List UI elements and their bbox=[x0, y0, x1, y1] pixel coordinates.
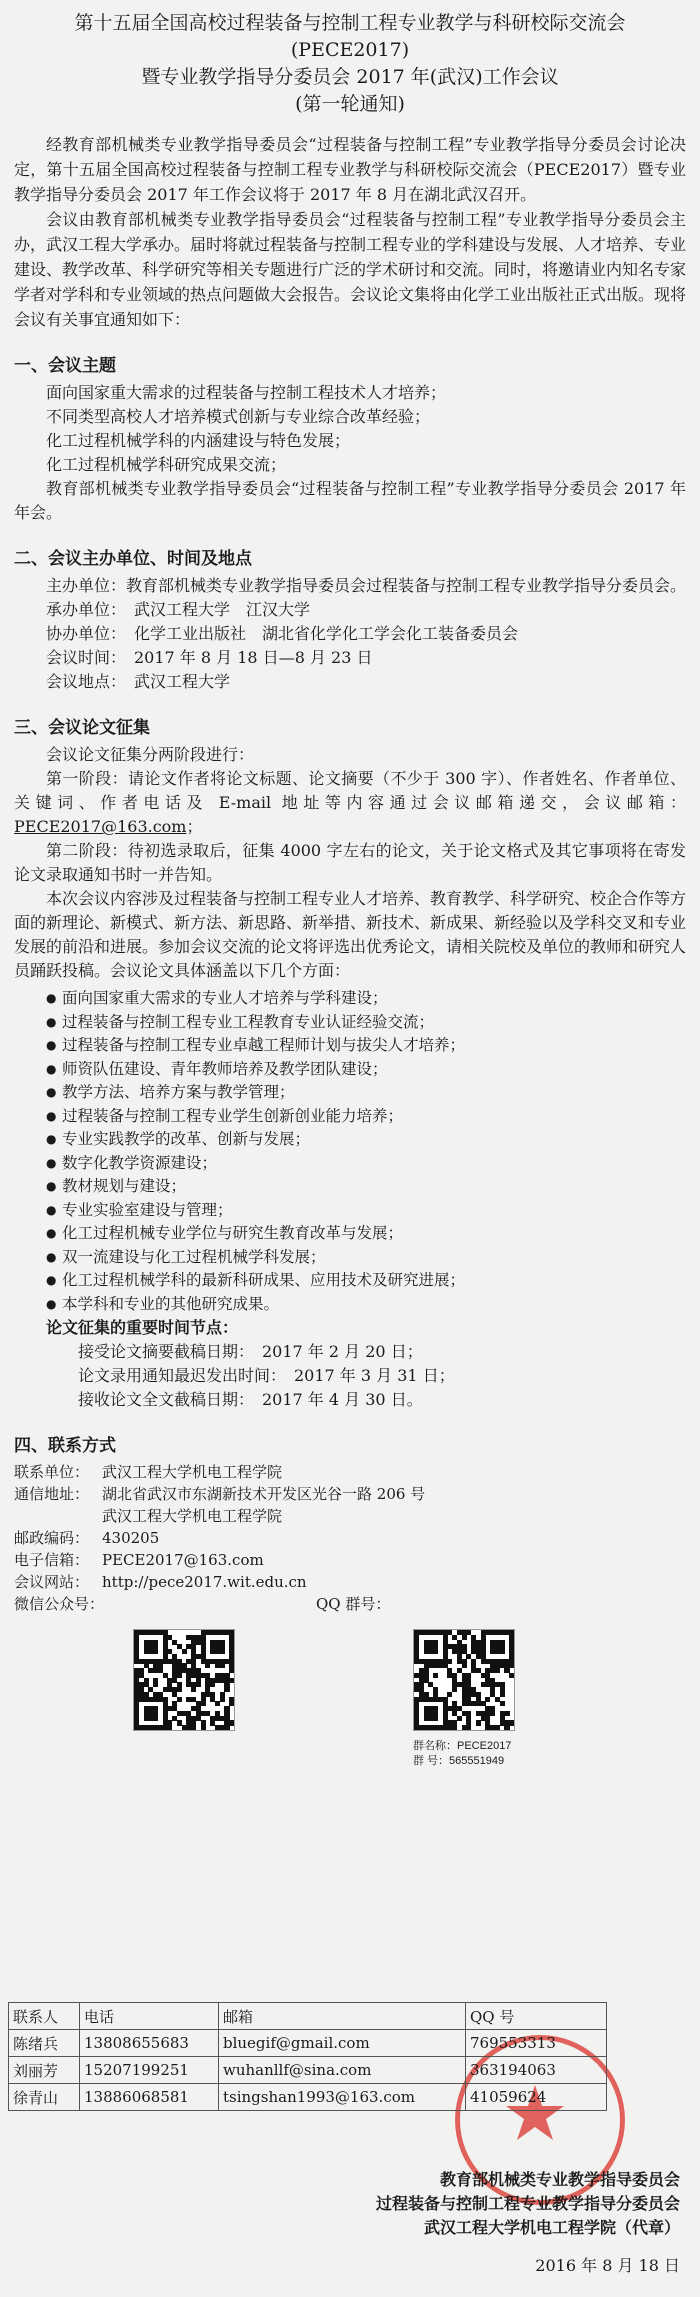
theme-item: 化工过程机械学科研究成果交流； bbox=[46, 455, 287, 474]
qr-module bbox=[500, 1692, 505, 1697]
wechat-label: 微信公众号： bbox=[14, 1595, 105, 1613]
qr-module bbox=[490, 1711, 495, 1716]
topic-bullet: ● 教学方法、培养方案与教学管理； bbox=[0, 1081, 700, 1105]
contact-email[interactable]: bluegif@gmail.com bbox=[219, 2030, 466, 2057]
contacts-table bbox=[8, 2002, 607, 2111]
contacts-header-cell: 邮箱 bbox=[219, 2003, 466, 2030]
qr-module bbox=[220, 1649, 225, 1654]
table-row bbox=[9, 2057, 607, 2084]
topic-bullet: ● 化工过程机械学科的最新科研成果、应用技术及研究进展； bbox=[0, 1269, 700, 1293]
contact-phone: 13808655683 bbox=[80, 2030, 219, 2057]
key-date: 论文录用通知最迟发出时间： 2017 年 3 月 31 日； bbox=[78, 1366, 455, 1385]
intro-paragraph-2: 会议由教育部机械类专业教学指导委员会“过程装备与控制工程”专业教学指导分委员会主办，武汉工程大学承办。届时将就过程装备与控制工程专业的学科建设与发展、人才培养、专业建设、教学改革、科学研究等相关专题进行广泛的学术研讨和交流。同时，将邀请业内知名专家学者对学科和专业领域的热点问题做大会报告。会议论文集将由化学工业出版社正式出版。现将会议有关事宜通知如下： bbox=[14, 210, 687, 329]
topic-bullet: ● 师资队伍建设、青年教师培养及教学团队建设； bbox=[0, 1058, 700, 1082]
topic-bullet: ● 过程装备与控制工程专业工程教育专业认证经验交流； bbox=[0, 1011, 700, 1035]
qq-group-qr-code[interactable] bbox=[413, 1629, 515, 1731]
qr-module bbox=[229, 1701, 234, 1706]
stage-1-end: ； bbox=[186, 817, 203, 836]
qr-module bbox=[220, 1697, 225, 1702]
contact-name: 刘丽芳 bbox=[9, 2057, 80, 2084]
qq-group-number: 群 号：565551949 bbox=[413, 1755, 505, 1767]
qr-module bbox=[153, 1649, 158, 1654]
qr-module bbox=[433, 1673, 438, 1678]
contact-zip-value: 430205 bbox=[102, 1529, 160, 1547]
qr-module bbox=[433, 1716, 438, 1721]
topic-bullet: ● 数字化教学资源建设； bbox=[0, 1152, 700, 1176]
qr-module bbox=[509, 1663, 514, 1668]
contact-website-row bbox=[0, 1571, 700, 1593]
qr-module bbox=[509, 1673, 514, 1678]
meeting-time: 会议时间： 2017 年 8 月 18 日—8 月 23 日 bbox=[46, 648, 373, 667]
contact-zip-row bbox=[0, 1527, 700, 1549]
papers-intro: 会议论文征集分两阶段进行： bbox=[46, 745, 255, 764]
contacts-header-cell: 联系人 bbox=[9, 2003, 80, 2030]
title-line-3: 暨专业教学指导分委员会 2017 年(武汉)工作会议 bbox=[141, 66, 559, 88]
contact-name: 陈绪兵 bbox=[9, 2030, 80, 2057]
contact-address-label: 通信地址： bbox=[14, 1485, 90, 1503]
topic-bullet: ● 化工过程机械专业学位与研究生教育改革与发展； bbox=[0, 1222, 700, 1246]
qr-module bbox=[177, 1697, 182, 1702]
signature-line-3: 武汉工程大学机电工程学院（代章） bbox=[423, 2218, 680, 2237]
contact-address-value: 湖北省武汉市东湖新技术开发区光谷一路 206 号 bbox=[102, 1485, 426, 1503]
theme-item: 不同类型高校人才培养模式创新与专业综合改革经验； bbox=[46, 407, 431, 426]
qr-module bbox=[220, 1663, 225, 1668]
contact-phone: 13886068581 bbox=[80, 2084, 219, 2111]
table-row bbox=[9, 2030, 607, 2057]
section-1-heading: 一、会议主题 bbox=[14, 356, 116, 376]
wechat-qr-code[interactable] bbox=[133, 1629, 235, 1731]
organizer-unit: 承办单位： 武汉工程大学 江汉大学 bbox=[46, 600, 311, 619]
host-unit: 主办单位：教育部机械类专业教学指导委员会过程装备与控制工程专业教学指导分委员会。 bbox=[46, 576, 687, 595]
title-line-1: 第十五届全国高校过程装备与控制工程专业教学与科研校际交流会 bbox=[74, 12, 626, 34]
qr-module bbox=[210, 1682, 215, 1687]
key-date: 接收论文全文截稿日期： 2017 年 4 月 30 日。 bbox=[78, 1390, 423, 1409]
contact-email-value[interactable]: PECE2017@163.com bbox=[102, 1551, 264, 1569]
qr-module bbox=[229, 1678, 234, 1683]
stage-1 bbox=[0, 767, 700, 839]
topic-bullet: ● 过程装备与控制工程专业卓越工程师计划与拔尖人才培养； bbox=[0, 1034, 700, 1058]
notice-title bbox=[0, 10, 700, 118]
meeting-place: 会议地点： 武汉工程大学 bbox=[46, 672, 231, 691]
topic-bullet: ● 专业实验室建设与管理； bbox=[0, 1199, 700, 1223]
qr-module bbox=[495, 1725, 500, 1730]
contact-name: 徐青山 bbox=[9, 2084, 80, 2111]
contact-website-link[interactable]: http://pece2017.wit.edu.cn bbox=[102, 1573, 307, 1591]
qr-module bbox=[224, 1725, 229, 1730]
contacts-header-cell: 电话 bbox=[80, 2003, 219, 2030]
intro-paragraph-1: 经教育部机械类专业教学指导委员会“过程装备与控制工程”专业教学指导分委员会讨论决定，第十五届全国高校过程装备与控制工程专业教学与科研校际交流会（PECE2017）暨专业教学指导分委员会 2017 年工作会议将于 2017 年 8 月在湖北武汉召开。 bbox=[14, 135, 686, 204]
signature-line-2: 过程装备与控制工程专业教学指导分委员会 bbox=[375, 2194, 680, 2213]
theme-item: 面向国家重大需求的过程装备与控制工程技术人才培养； bbox=[46, 383, 447, 402]
topic-bullet: ● 教材规划与建设； bbox=[0, 1175, 700, 1199]
key-dates-heading: 论文征集的重要时间节点： bbox=[46, 1318, 239, 1337]
qr-module bbox=[466, 1725, 471, 1730]
qr-module bbox=[177, 1673, 182, 1678]
qq-group-label: QQ 群号： bbox=[316, 1595, 391, 1613]
qr-module bbox=[153, 1682, 158, 1687]
qr-module bbox=[447, 1659, 452, 1664]
qr-module bbox=[476, 1720, 481, 1725]
qr-module bbox=[196, 1682, 201, 1687]
contact-qq: 41059624 bbox=[466, 2084, 607, 2111]
qr-module bbox=[229, 1668, 234, 1673]
table-row bbox=[9, 2084, 607, 2111]
qr-module bbox=[153, 1716, 158, 1721]
qr-codes-area bbox=[0, 1593, 700, 1803]
contact-address-line-2: 武汉工程大学机电工程学院 bbox=[102, 1507, 283, 1525]
title-line-4: (第一轮通知) bbox=[295, 93, 405, 115]
contact-address-row bbox=[0, 1483, 700, 1505]
qq-group-caption bbox=[413, 1739, 511, 1769]
qr-module bbox=[201, 1701, 206, 1706]
topic-bullet: ● 过程装备与控制工程专业学生创新创业能力培养； bbox=[0, 1105, 700, 1129]
qr-module bbox=[191, 1687, 196, 1692]
contact-website-label: 会议网站： bbox=[14, 1573, 90, 1591]
qr-module bbox=[509, 1720, 514, 1725]
qr-module bbox=[485, 1697, 490, 1702]
signature-date: 2016 年 8 月 18 日 bbox=[535, 2256, 680, 2275]
contact-zip-label: 邮政编码： bbox=[14, 1529, 90, 1547]
contact-email[interactable]: tsingshan1993@163.com bbox=[219, 2084, 466, 2111]
qr-module bbox=[191, 1725, 196, 1730]
qr-module bbox=[215, 1701, 220, 1706]
qr-module bbox=[452, 1687, 457, 1692]
title-line-2: (PECE2017) bbox=[290, 39, 410, 61]
qr-module bbox=[504, 1725, 509, 1730]
signature-block bbox=[376, 2168, 680, 2278]
topic-bullet: ● 面向国家重大需求的专业人才培养与学科建设； bbox=[0, 987, 700, 1011]
qr-module bbox=[500, 1649, 505, 1654]
contact-unit-value: 武汉工程大学机电工程学院 bbox=[102, 1463, 283, 1481]
contact-unit-label: 联系单位： bbox=[14, 1463, 90, 1481]
qr-module bbox=[504, 1711, 509, 1716]
section-4-heading: 四、联系方式 bbox=[14, 1436, 116, 1456]
qq-group-name: 群名称：PECE2017 bbox=[413, 1740, 512, 1752]
contact-unit-row bbox=[0, 1461, 700, 1483]
qr-module bbox=[433, 1649, 438, 1654]
qr-module bbox=[224, 1687, 229, 1692]
theme-item-annual-meeting: 教育部机械类专业教学指导委员会“过程装备与控制工程”专业教学指导分委员会 2017 年年会。 bbox=[14, 479, 686, 522]
qr-module bbox=[447, 1692, 452, 1697]
qr-module bbox=[500, 1701, 505, 1706]
contact-qq: 363194063 bbox=[466, 2057, 607, 2084]
contact-phone: 15207199251 bbox=[80, 2057, 219, 2084]
qr-module bbox=[201, 1725, 206, 1730]
theme-item: 化工过程机械学科的内涵建设与特色发展； bbox=[46, 431, 351, 450]
qr-module bbox=[167, 1725, 172, 1730]
qr-module bbox=[229, 1720, 234, 1725]
topic-bullet: ● 本学科和专业的其他研究成果。 bbox=[0, 1293, 700, 1317]
contacts-header-cell: QQ 号 bbox=[466, 2003, 607, 2030]
contacts-header-row bbox=[9, 2003, 607, 2030]
section-2-heading: 二、会议主办单位、时间及地点 bbox=[14, 549, 252, 569]
section-3-heading: 三、会议论文征集 bbox=[14, 718, 150, 738]
conference-email-link[interactable]: PECE2017@163.com bbox=[14, 817, 187, 836]
stage-2: 第二阶段：待初选录取后，征集 4000 字左右的论文，关于论文格式及其它事项将在寄发论文录取通知书时一并告知。 bbox=[14, 841, 686, 884]
contact-email-row bbox=[0, 1549, 700, 1571]
stage-1-text: 第一阶段：请论文作者将论文标题、论文摘要（不少于 300 字）、作者姓名、作者单位、关键词、作者电话及 E-mail 地址等内容通过会议邮箱递交，会议邮箱： bbox=[14, 769, 686, 812]
qr-module bbox=[457, 1716, 462, 1721]
topic-bullet: ● 双一流建设与化工过程机械学科发展； bbox=[0, 1246, 700, 1270]
qr-module bbox=[452, 1725, 457, 1730]
qr-module bbox=[177, 1687, 182, 1692]
co-organizer-unit: 协办单位： 化学工业出版社 湖北省化学化工学会化工装备委员会 bbox=[46, 624, 519, 643]
key-date: 接受论文摘要截稿日期： 2017 年 2 月 20 日； bbox=[78, 1342, 423, 1361]
contact-email-label: 电子信箱： bbox=[14, 1551, 90, 1569]
qr-module bbox=[462, 1663, 467, 1668]
qr-module bbox=[205, 1663, 210, 1668]
qr-module bbox=[495, 1668, 500, 1673]
papers-scope: 本次会议内容涉及过程装备与控制工程专业人才培养、教育教学、科学研究、校企合作等方面的新理论、新模式、新方法、新思路、新举措、新技术、新成果、新经验以及学科交叉和专业发展的前沿和进展。参加会议交流的论文将评选出优秀论文，请相关院校及单位的教师和研究人员踊跃投稿。会议论文具体涵盖以下几个方面： bbox=[14, 889, 687, 980]
topic-bullet: ● 专业实践教学的改革、创新与发展； bbox=[0, 1128, 700, 1152]
contact-qq: 769553313 bbox=[466, 2030, 607, 2057]
signature-line-1: 教育部机械类专业教学指导委员会 bbox=[439, 2170, 680, 2189]
qr-module bbox=[462, 1635, 467, 1640]
contact-email[interactable]: wuhanllf@sina.com bbox=[219, 2057, 466, 2084]
qr-module bbox=[182, 1649, 187, 1654]
